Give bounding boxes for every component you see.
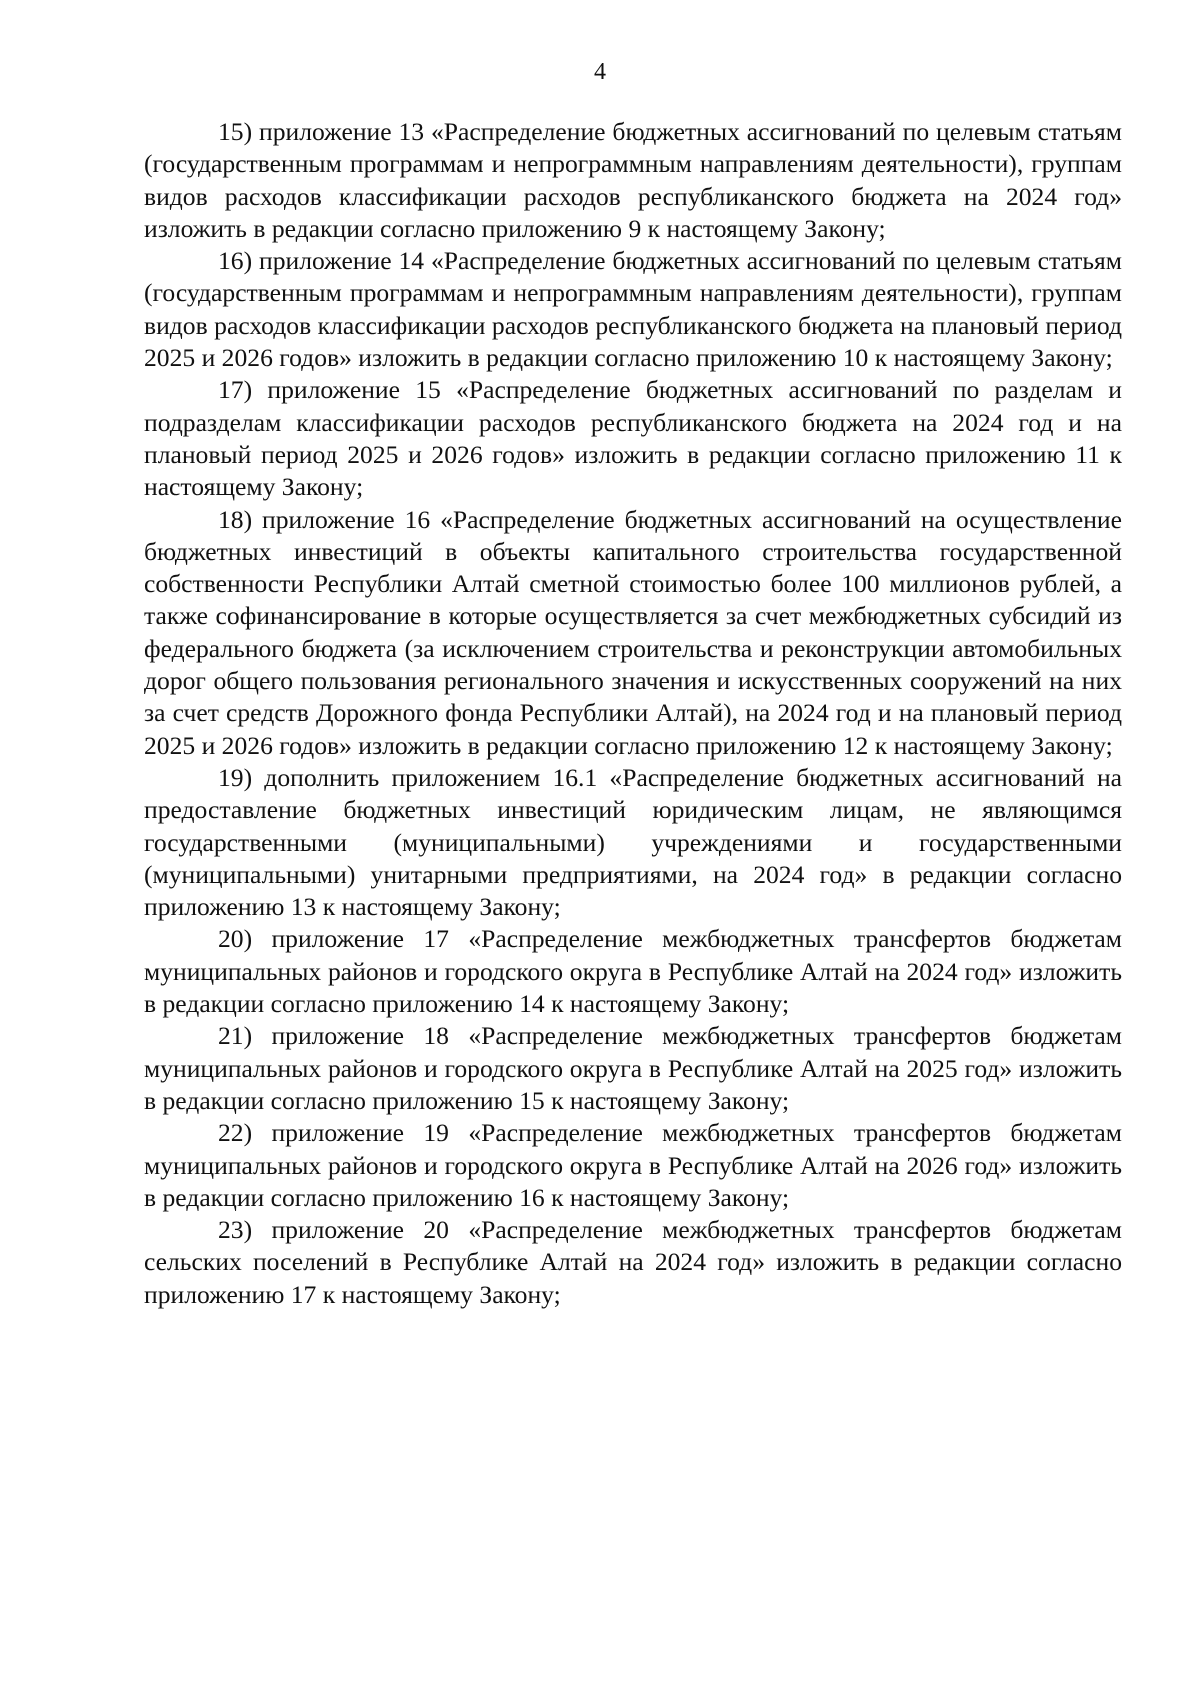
paragraph-item-17: 17) приложение 15 «Распределение бюджетных ассигнований по разделам и подразделам классификации расходов республиканского бюджета на 2024 год и на плановый период 2025 и 2026 годов» изложить в редакции согласно приложению 11 к настоящему Закону; — [144, 375, 1122, 502]
paragraph-item-21: 21) приложение 18 «Распределение межбюджетных трансфертов бюджетам муниципальных районов и городского округа в Республике Алтай на 2025 год» изложить в редакции согласно приложению 15 к настоящему Закону; — [144, 1021, 1122, 1115]
paragraph-item-19: 19) дополнить приложением 16.1 «Распределение бюджетных ассигнований на предоставление бюджетных инвестиций юридическим лицам, не являющимся государственными (муниципальными) учреждениями и государственными (муниципальными) унитарными предприятиями, на 2024 год» в редакции согласно приложению 13 к настоящему Закону; — [144, 762, 1122, 922]
paragraph-item-23: 23) приложение 20 «Распределение межбюджетных трансфертов бюджетам сельских поселений в Республике Алтай на 2024 год» изложить в редакции согласно приложению 17 к настоящему Закону; — [144, 1215, 1122, 1309]
paragraph-item-18: 18) приложение 16 «Распределение бюджетных ассигнований на осуществление бюджетных инвестиций в объекты капитального строительства государственной собственности Республики Алтай сметной стоимостью более 100 миллионов рублей, а также софинансирование в которые осуществляется за счет межбюджетных субсидий из федерального бюджета (за исключением строительства и реконструкции автомобильных дорог общего пользования регионального значения и искусственных сооружений на них за счет средств Дорожного фонда Республики Алтай), на 2024 год и на плановый период 2025 и 2026 годов» изложить в редакции согласно приложению 12 к настоящему Закону; — [144, 504, 1122, 760]
paragraph-item-16: 16) приложение 14 «Распределение бюджетных ассигнований по целевым статьям (государственным программам и непрограммным направлениям деятельности), группам видов расходов классификации расходов республиканского бюджета на плановый период 2025 и 2026 годов» изложить в редакции согласно приложению 10 к настоящему Закону; — [144, 246, 1122, 373]
paragraph-item-20: 20) приложение 17 «Распределение межбюджетных трансфертов бюджетам муниципальных районов и городского округа в Республике Алтай на 2024 год» изложить в редакции согласно приложению 14 к настоящему Закону; — [144, 924, 1122, 1019]
page-number: 4 — [594, 59, 606, 85]
paragraph-item-22: 22) приложение 19 «Распределение межбюджетных трансфертов бюджетам муниципальных районов и городского округа в Республике Алтай на 2026 год» изложить в редакции согласно приложению 16 к настоящему Закону; — [144, 1118, 1122, 1212]
body-text — [144, 116, 1122, 1311]
paragraph-item-15: 15) приложение 13 «Распределение бюджетных ассигнований по целевым статьям (государственным программам и непрограммным направлениям деятельности), группам видов расходов классификации расходов республиканского бюджета на 2024 год» изложить в редакции согласно приложению 9 к настоящему Закону; — [144, 117, 1122, 243]
